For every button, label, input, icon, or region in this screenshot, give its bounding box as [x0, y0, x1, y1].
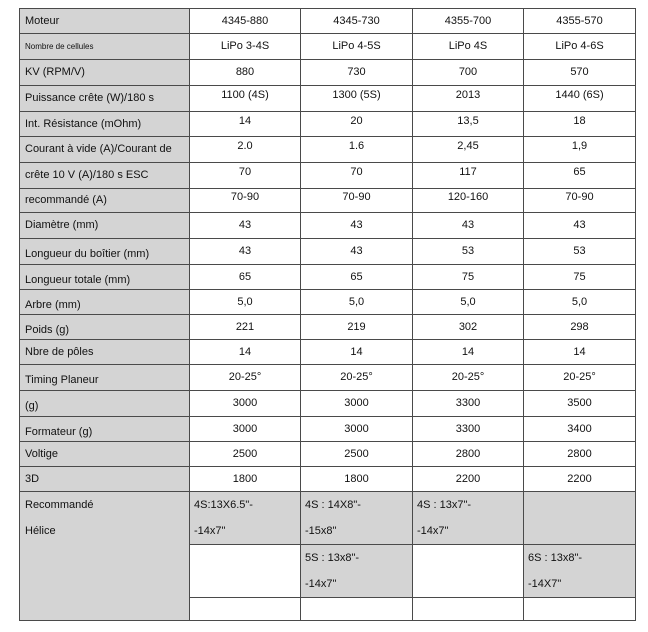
- case-length-value: 43: [190, 239, 301, 265]
- peak-current-value: [413, 163, 524, 189]
- case-length-value: 43: [301, 239, 413, 265]
- cells-label: Nombre de cellules: [20, 34, 190, 60]
- resistance-value: [524, 112, 636, 137]
- voltige-value: 2500: [190, 442, 301, 467]
- prop-empty-cell: [524, 492, 636, 545]
- idle-current-text: 1.6: [348, 140, 365, 152]
- poles-value: 14: [524, 340, 636, 365]
- recommended-esc-value: [524, 189, 636, 213]
- glider-weight-value: 3000: [190, 391, 301, 417]
- idle-current-value: [524, 137, 636, 163]
- kv-value: 730: [301, 60, 413, 86]
- prop-line: 5S : 13x8"-: [305, 552, 360, 564]
- voltige-row: [20, 442, 636, 467]
- power-value-text: 1300 (5S): [332, 89, 381, 101]
- model-4355-700: 4355-700: [413, 9, 524, 34]
- recommended-esc-text: 120-160: [447, 191, 489, 203]
- total-length-label: [20, 265, 190, 290]
- case-length-value: 53: [524, 239, 636, 265]
- glider-weight-value: 3000: [301, 391, 413, 417]
- weight-value: 302: [413, 315, 524, 340]
- diameter-row: [20, 213, 636, 239]
- prop-empty-cell: [413, 545, 524, 598]
- power-value: [190, 86, 301, 112]
- shaft-value: 5,0: [413, 290, 524, 315]
- prop-line: -14x7": [305, 578, 337, 590]
- glider-weight-value: 3500: [524, 391, 636, 417]
- diameter-value: 43: [301, 213, 413, 239]
- recommended-esc-value: [413, 189, 524, 213]
- power-value: [301, 86, 413, 112]
- case-length-label-text: Longueur du boîtier (mm): [25, 248, 150, 260]
- diameter-value: 43: [190, 213, 301, 239]
- timing-label: [20, 365, 190, 391]
- resistance-value-text: 18: [573, 114, 586, 127]
- recommended-esc-text: 70-90: [342, 191, 371, 203]
- resistance-value: [413, 112, 524, 137]
- total-length-label-text: Longueur totale (mm): [25, 273, 131, 286]
- poles-value: 14: [413, 340, 524, 365]
- prop-empty-cell: [524, 598, 636, 621]
- voltige-label: Voltige: [20, 442, 190, 467]
- glider-weight-value: 3300: [413, 391, 524, 417]
- glider-weight-label-text: (g): [25, 400, 39, 412]
- weight-row: [20, 315, 636, 340]
- trainer-value: 3400: [524, 417, 636, 442]
- motor-spec-table: [19, 8, 636, 621]
- cells-value: LiPo 4-5S: [301, 34, 413, 60]
- prop-empty-cell: [413, 598, 524, 621]
- case-length-label: [20, 239, 190, 265]
- resistance-value: [190, 112, 301, 137]
- poles-value: 14: [301, 340, 413, 365]
- timing-value: 20-25°: [301, 365, 413, 391]
- idle-current-label: Courant à vide (A)/Courant de: [20, 137, 190, 163]
- 3d-row: [20, 467, 636, 492]
- shaft-value: 5,0: [301, 290, 413, 315]
- total-length-value: 65: [301, 265, 413, 290]
- idle-current-row: [20, 137, 636, 163]
- power-value: [524, 86, 636, 112]
- diameter-label: Diamètre (mm): [20, 213, 190, 239]
- kv-value: 880: [190, 60, 301, 86]
- diameter-value: 43: [413, 213, 524, 239]
- total-length-value: 75: [524, 265, 636, 290]
- model-4345-730: 4345-730: [301, 9, 413, 34]
- prop-line: 4S:13X6.5"-: [194, 499, 253, 511]
- prop-row-1: [20, 492, 636, 545]
- total-length-value: 75: [413, 265, 524, 290]
- recommended-esc-value: [301, 189, 413, 213]
- resistance-row: [20, 112, 636, 137]
- weight-value: 298: [524, 315, 636, 340]
- kv-row: [20, 60, 636, 86]
- prop-line: 4S : 13x7"-: [417, 499, 472, 511]
- cells-value: LiPo 4S: [413, 34, 524, 60]
- peak-current-text: 117: [459, 166, 477, 178]
- power-value-text: 1440 (6S): [555, 89, 604, 101]
- power-value-text: 1100 (4S): [221, 89, 269, 101]
- power-row: [20, 86, 636, 112]
- shaft-row: [20, 290, 636, 315]
- glider-weight-row: [20, 391, 636, 417]
- 3d-label: 3D: [20, 467, 190, 492]
- resistance-value-text: 20: [350, 114, 363, 127]
- resistance-label: Int. Résistance (mOhm): [20, 112, 190, 137]
- voltige-value: 2800: [524, 442, 636, 467]
- prop-line: 4S : 14X8"-: [305, 499, 361, 511]
- prop-line: -14x7": [417, 525, 449, 537]
- header-row: [20, 9, 636, 34]
- poles-value: 14: [190, 340, 301, 365]
- prop-4355-570-6s: [524, 545, 636, 598]
- peak-current-value: [190, 163, 301, 189]
- poles-label: Nbre de pôles: [20, 340, 190, 365]
- cells-value: LiPo 3-4S: [190, 34, 301, 60]
- 3d-value: 1800: [190, 467, 301, 492]
- idle-current-value: [301, 137, 413, 163]
- prop-empty-cell: [190, 598, 301, 621]
- recommended-esc-label: recommandé (A): [20, 189, 190, 213]
- 3d-value: 2200: [413, 467, 524, 492]
- trainer-label-text: Formateur (g): [25, 425, 93, 438]
- recommended-esc-value: [190, 189, 301, 213]
- model-4345-880: 4345-880: [190, 9, 301, 34]
- case-length-row: [20, 239, 636, 265]
- poles-row: [20, 340, 636, 365]
- power-label: Puissance crête (W)/180 s: [20, 86, 190, 112]
- prop-line: -14X7": [528, 578, 562, 590]
- prop-line: -15x8": [305, 525, 337, 537]
- cells-row: [20, 34, 636, 60]
- voltige-value: 2500: [301, 442, 413, 467]
- 3d-value: 2200: [524, 467, 636, 492]
- peak-current-text: 65: [573, 166, 586, 178]
- trainer-value: 3000: [190, 417, 301, 442]
- timing-value: 20-25°: [413, 365, 524, 391]
- cells-value: LiPo 4-6S: [524, 34, 636, 60]
- prop-4345-880: [190, 492, 301, 545]
- total-length-row: [20, 265, 636, 290]
- resistance-value-text: 13,5: [457, 114, 479, 127]
- peak-current-row: [20, 163, 636, 189]
- timing-row: [20, 365, 636, 391]
- peak-current-text: 70: [350, 166, 363, 178]
- recommended-esc-text: 70-90: [230, 191, 260, 203]
- 3d-value: 1800: [301, 467, 413, 492]
- idle-current-text: 2,45: [457, 140, 479, 152]
- peak-current-text: 70: [238, 166, 252, 178]
- weight-label-text: Poids (g): [25, 323, 70, 336]
- idle-current-value: [190, 137, 301, 163]
- idle-current-text: 1,9: [571, 140, 588, 152]
- prop-empty-cell: [190, 545, 301, 598]
- prop-4345-730: [301, 492, 413, 545]
- trainer-label: [20, 417, 190, 442]
- resistance-value-text: 14: [238, 114, 252, 127]
- weight-label: [20, 315, 190, 340]
- shaft-value: 5,0: [524, 290, 636, 315]
- weight-value: 221: [190, 315, 301, 340]
- timing-label-text: Timing Planeur: [25, 374, 99, 386]
- weight-value: 219: [301, 315, 413, 340]
- kv-value: 700: [413, 60, 524, 86]
- prop-4345-730-5s: [301, 545, 413, 598]
- prop-label-line-2: Hélice: [25, 525, 56, 537]
- prop-label: [20, 492, 190, 621]
- recommended-esc-text: 70-90: [565, 191, 594, 203]
- idle-current-value: [413, 137, 524, 163]
- glider-weight-label: [20, 391, 190, 417]
- power-value-text: 2013: [455, 89, 481, 101]
- prop-label-line-1: Recommandé: [25, 499, 94, 511]
- peak-current-value: [301, 163, 413, 189]
- voltige-value: 2800: [413, 442, 524, 467]
- header-label: Moteur: [20, 9, 190, 34]
- model-4355-570: 4355-570: [524, 9, 636, 34]
- total-length-value: 65: [190, 265, 301, 290]
- case-length-value: 53: [413, 239, 524, 265]
- prop-empty-cell: [301, 598, 413, 621]
- prop-line: -14x7": [194, 525, 226, 537]
- shaft-label-text: Arbre (mm): [25, 298, 81, 311]
- timing-value: 20-25°: [190, 365, 301, 391]
- recommended-esc-row: [20, 189, 636, 213]
- prop-line: 6S : 13x8"-: [528, 552, 583, 564]
- shaft-label: [20, 290, 190, 315]
- trainer-value: 3000: [301, 417, 413, 442]
- resistance-value: [301, 112, 413, 137]
- timing-value: 20-25°: [524, 365, 636, 391]
- power-value: [413, 86, 524, 112]
- peak-current-value: [524, 163, 636, 189]
- peak-current-label: crête 10 V (A)/180 s ESC: [20, 163, 190, 189]
- prop-4355-700: [413, 492, 524, 545]
- kv-label: KV (RPM/V): [20, 60, 190, 86]
- trainer-row: [20, 417, 636, 442]
- diameter-value: 43: [524, 213, 636, 239]
- shaft-value: 5,0: [190, 290, 301, 315]
- idle-current-text: 2.0: [237, 140, 253, 152]
- trainer-value: 3300: [413, 417, 524, 442]
- kv-value: 570: [524, 60, 636, 86]
